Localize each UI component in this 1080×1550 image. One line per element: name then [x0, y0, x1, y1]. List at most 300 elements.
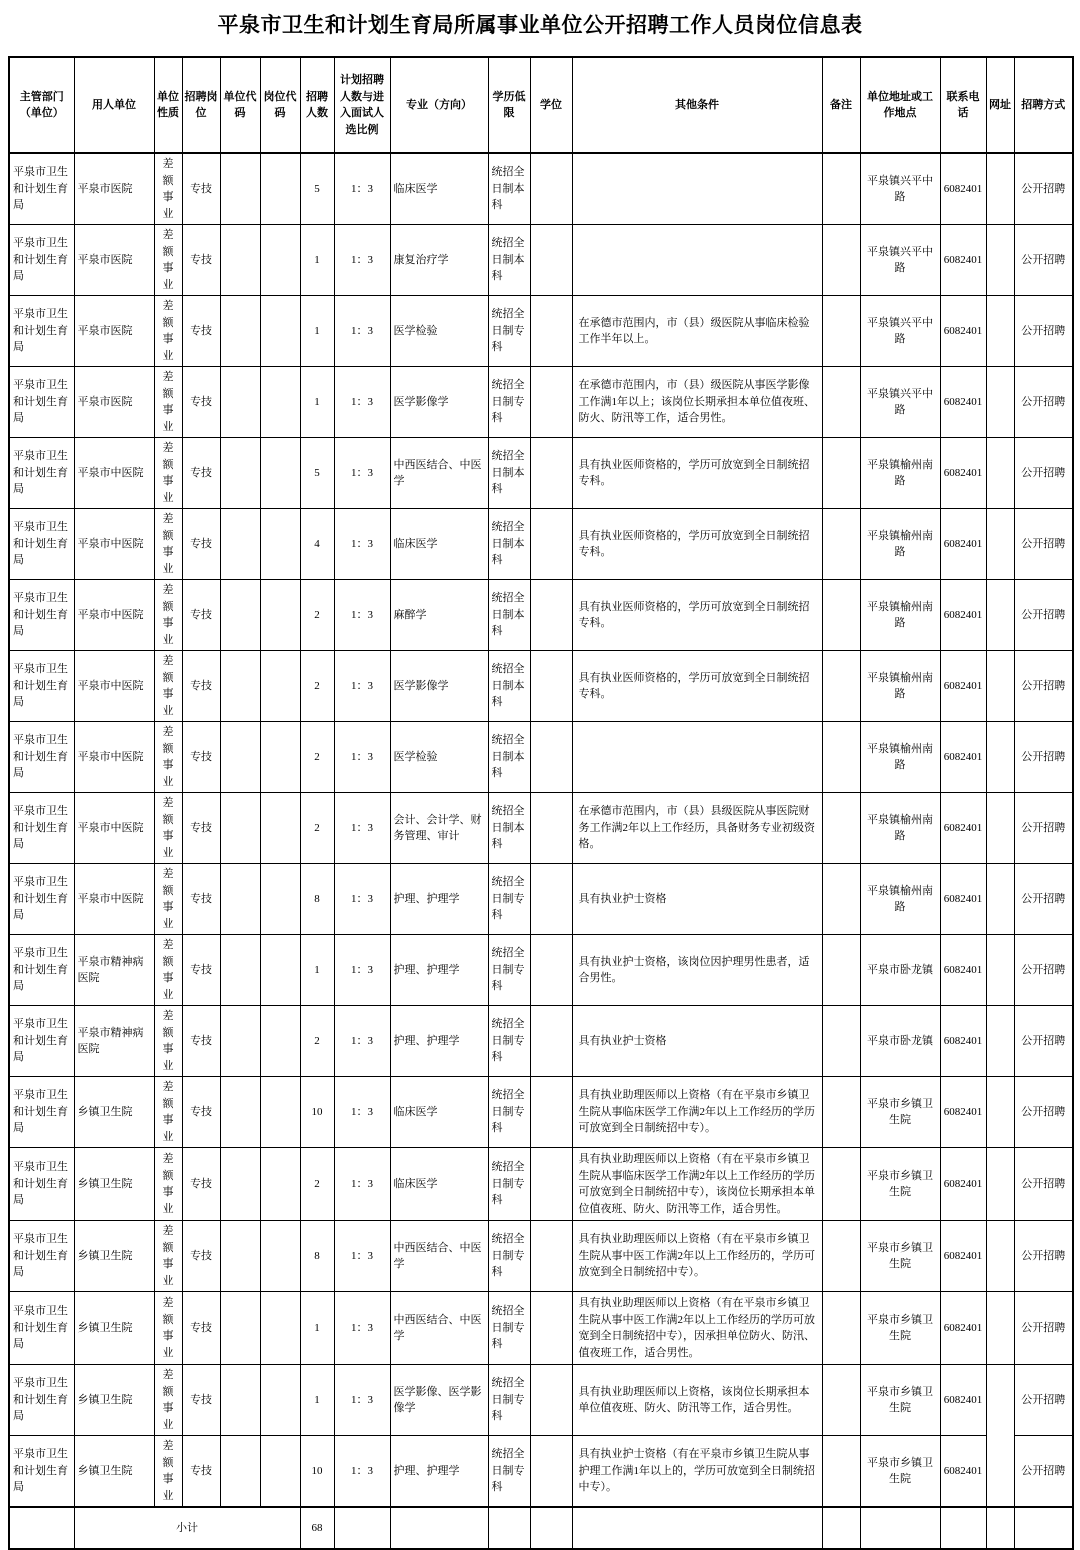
cell-method: 公开招聘: [1014, 1365, 1073, 1436]
cell-count: 1: [300, 225, 334, 296]
cell-dept: 平泉市卫生和计划生育局: [9, 722, 74, 793]
cell-other: 具有执业护士资格: [572, 1006, 822, 1077]
col-header-degree: 学位: [530, 57, 572, 153]
cell-post-type: 专技: [182, 509, 220, 580]
cell-degree: [530, 367, 572, 438]
cell-degree: [530, 225, 572, 296]
page-title: 平泉市卫生和计划生育局所属事业单位公开招聘工作人员岗位信息表: [217, 13, 863, 37]
col-header-remark: 备注: [822, 57, 860, 153]
cell-degree: [530, 296, 572, 367]
cell-count: 1: [300, 935, 334, 1006]
cell-major: 医学影像学: [390, 367, 488, 438]
cell-website: [986, 153, 1014, 225]
cell-other: 具有执业助理医师以上资格（有在平泉市乡镇卫生院从事临床医学工作满2年以上工作经历的学历可放宽到全日制统招中专），该岗位长期承担本单位值夜班、防火、防汛等工作，适合男性。: [572, 1148, 822, 1221]
cell-post-type: 专技: [182, 296, 220, 367]
cell-post-code: [260, 225, 300, 296]
cell-degree: [530, 153, 572, 225]
cell-remark: [822, 793, 860, 864]
cell-post-type: 专技: [182, 1292, 220, 1365]
cell-count: 8: [300, 864, 334, 935]
cell-website: [986, 1507, 1014, 1549]
cell-other: [572, 225, 822, 296]
cell-method: 公开招聘: [1014, 1436, 1073, 1508]
cell-ratio: 1：3: [334, 1221, 390, 1292]
cell-ratio: 1：3: [334, 864, 390, 935]
col-header-count: 招聘人数: [300, 57, 334, 153]
cell-phone: 6082401: [940, 225, 986, 296]
cell-ratio: 1：3: [334, 1077, 390, 1148]
cell-remark: [822, 296, 860, 367]
cell-post-code: [260, 1148, 300, 1221]
cell-remark: [822, 225, 860, 296]
cell-method: 公开招聘: [1014, 367, 1073, 438]
cell-major: 医学影像学: [390, 651, 488, 722]
cell-dept: 平泉市卫生和计划生育局: [9, 1436, 74, 1508]
cell-ratio: 1：3: [334, 1292, 390, 1365]
cell-phone: 6082401: [940, 864, 986, 935]
cell-phone: [940, 1507, 986, 1549]
cell-remark: [822, 1148, 860, 1221]
cell-address: 平泉市卧龙镇: [860, 1006, 940, 1077]
cell-post-code: [260, 1436, 300, 1508]
cell-unit-type: 差额事业: [154, 1292, 182, 1365]
cell-method: 公开招聘: [1014, 1077, 1073, 1148]
cell-remark: [822, 438, 860, 509]
cell-phone: 6082401: [940, 509, 986, 580]
cell-employer: 平泉市精神病医院: [74, 935, 154, 1006]
cell-post-type: 专技: [182, 367, 220, 438]
cell-count: 2: [300, 793, 334, 864]
cell-education: 统招全日制专科: [488, 296, 530, 367]
cell-degree: [530, 1148, 572, 1221]
col-header-employer: 用人单位: [74, 57, 154, 153]
cell-website: [986, 225, 1014, 296]
table-row: [9, 722, 1073, 793]
cell-unit-code: [220, 651, 260, 722]
cell-ratio: 1：3: [334, 225, 390, 296]
cell-employer: 乡镇卫生院: [74, 1148, 154, 1221]
cell-education: 统招全日制专科: [488, 1221, 530, 1292]
cell-dept: 平泉市卫生和计划生育局: [9, 580, 74, 651]
cell-dept: 平泉市卫生和计划生育局: [9, 367, 74, 438]
cell-ratio: 1：3: [334, 438, 390, 509]
cell-unit-type: 差额事业: [154, 651, 182, 722]
cell-remark: [822, 935, 860, 1006]
cell-employer: 乡镇卫生院: [74, 1221, 154, 1292]
cell-unit-code: [220, 1006, 260, 1077]
cell-method: 公开招聘: [1014, 438, 1073, 509]
cell-unit-code: [220, 225, 260, 296]
cell-post-code: [260, 438, 300, 509]
col-header-dept: 主管部门（单位）: [9, 57, 74, 153]
cell-dept: 平泉市卫生和计划生育局: [9, 1006, 74, 1077]
cell-dept: 平泉市卫生和计划生育局: [9, 864, 74, 935]
cell-post-type: 专技: [182, 935, 220, 1006]
cell-dept: 平泉市卫生和计划生育局: [9, 1365, 74, 1436]
cell-count: 2: [300, 1006, 334, 1077]
cell-unit-code: [220, 1292, 260, 1365]
cell-education: 统招全日制专科: [488, 935, 530, 1006]
cell-dept: 平泉市卫生和计划生育局: [9, 1148, 74, 1221]
cell-ratio: 1：3: [334, 1006, 390, 1077]
cell-post-type: 专技: [182, 438, 220, 509]
col-header-unit-code: 单位代码: [220, 57, 260, 153]
cell-other: 具有执业护士资格，该岗位因护理男性患者，适合男性。: [572, 935, 822, 1006]
col-header-unit-type: 单位性质: [154, 57, 182, 153]
cell-ratio: 1：3: [334, 580, 390, 651]
cell-post-code: [260, 296, 300, 367]
cell-major: 中西医结合、中医学: [390, 1221, 488, 1292]
cell-unit-code: [220, 1148, 260, 1221]
table-row: [9, 580, 1073, 651]
cell-post-code: [260, 1006, 300, 1077]
table-row: [9, 935, 1073, 1006]
cell-remark: [822, 1292, 860, 1365]
cell-method: 公开招聘: [1014, 864, 1073, 935]
cell-other: 具有执业助理医师以上资格（有在平泉市乡镇卫生院从事临床医学工作满2年以上工作经历的学历可放宽到全日制统招中专）。: [572, 1077, 822, 1148]
cell-other: [572, 1507, 822, 1549]
cell-count: 4: [300, 509, 334, 580]
cell-degree: [530, 1006, 572, 1077]
cell-post-type: 专技: [182, 153, 220, 225]
cell-employer: 平泉市中医院: [74, 722, 154, 793]
table-row: [9, 1006, 1073, 1077]
cell-post-type: 专技: [182, 793, 220, 864]
cell-degree: [530, 509, 572, 580]
cell-education: 统招全日制本科: [488, 793, 530, 864]
cell-unit-code: [220, 580, 260, 651]
cell-post-code: [260, 864, 300, 935]
cell-employer: 平泉市中医院: [74, 793, 154, 864]
cell-address: 平泉镇榆州南路: [860, 651, 940, 722]
col-header-other: 其他条件: [572, 57, 822, 153]
cell-major: 临床医学: [390, 153, 488, 225]
cell-phone: 6082401: [940, 793, 986, 864]
cell-method: 公开招聘: [1014, 225, 1073, 296]
cell-unit-type: 差额事业: [154, 935, 182, 1006]
cell-remark: [822, 1077, 860, 1148]
cell-method: 公开招聘: [1014, 153, 1073, 225]
cell-post-code: [260, 1365, 300, 1436]
table-row: [9, 651, 1073, 722]
cell-ratio: 1：3: [334, 1436, 390, 1508]
col-header-ratio: 计划招聘人数与进入面试人选比例: [334, 57, 390, 153]
cell-unit-type: 差额事业: [154, 1221, 182, 1292]
cell-degree: [530, 1365, 572, 1436]
cell-post-type: 专技: [182, 651, 220, 722]
cell-dept: 平泉市卫生和计划生育局: [9, 1077, 74, 1148]
table-row: [9, 1292, 1073, 1365]
table-row: [9, 864, 1073, 935]
table-row: [9, 153, 1073, 225]
cell-major: 医学检验: [390, 722, 488, 793]
cell-remark: [822, 1006, 860, 1077]
cell-address: 平泉镇榆州南路: [860, 580, 940, 651]
cell-ratio: 1：3: [334, 1148, 390, 1221]
cell-major: 医学检验: [390, 296, 488, 367]
cell-ratio: 1：3: [334, 1365, 390, 1436]
cell-unit-type: 差额事业: [154, 296, 182, 367]
cell-other: 具有执业护士资格: [572, 864, 822, 935]
cell-unit-type: 差额事业: [154, 153, 182, 225]
cell-method: 公开招聘: [1014, 580, 1073, 651]
cell-dept: 平泉市卫生和计划生育局: [9, 225, 74, 296]
cell-address: 平泉镇榆州南路: [860, 793, 940, 864]
cell-employer: 平泉市中医院: [74, 651, 154, 722]
cell-degree: [530, 1221, 572, 1292]
cell-ratio: 1：3: [334, 935, 390, 1006]
cell-count: 1: [300, 296, 334, 367]
cell-employer: 平泉市中医院: [74, 864, 154, 935]
table-row: [9, 296, 1073, 367]
cell-count: 8: [300, 1221, 334, 1292]
cell-post-type: 专技: [182, 1436, 220, 1508]
cell-website: [986, 1221, 1014, 1292]
cell-method: 公开招聘: [1014, 793, 1073, 864]
cell-employer: 平泉市精神病医院: [74, 1006, 154, 1077]
col-header-major: 专业（方向）: [390, 57, 488, 153]
cell-ratio: 1：3: [334, 793, 390, 864]
cell-unit-type: 差额事业: [154, 225, 182, 296]
cell-post-type: 专技: [182, 1006, 220, 1077]
cell-degree: [530, 1507, 572, 1549]
cell-post-code: [260, 153, 300, 225]
cell-degree: [530, 722, 572, 793]
cell-method: 公开招聘: [1014, 722, 1073, 793]
cell-unit-type: 差额事业: [154, 793, 182, 864]
cell-post-code: [260, 1292, 300, 1365]
cell-other: [572, 722, 822, 793]
cell-unit-type: 差额事业: [154, 1365, 182, 1436]
cell-post-code: [260, 793, 300, 864]
cell-post-type: 专技: [182, 225, 220, 296]
cell-degree: [530, 864, 572, 935]
cell-count: 2: [300, 580, 334, 651]
cell-phone: 6082401: [940, 153, 986, 225]
cell-education: 统招全日制本科: [488, 722, 530, 793]
cell-phone: 6082401: [940, 367, 986, 438]
col-header-phone: 联系电话: [940, 57, 986, 153]
table-row: [9, 225, 1073, 296]
subtotal-total: 68: [300, 1507, 334, 1549]
cell-website: [986, 651, 1014, 722]
table-row: [9, 1077, 1073, 1148]
cell-count: 1: [300, 367, 334, 438]
cell-website: [986, 367, 1014, 438]
cell-education: 统招全日制专科: [488, 1292, 530, 1365]
cell-post-code: [260, 651, 300, 722]
cell-method: 公开招聘: [1014, 651, 1073, 722]
cell-unit-type: 差额事业: [154, 580, 182, 651]
cell-major: 中西医结合、中医学: [390, 438, 488, 509]
cell-education: 统招全日制专科: [488, 1436, 530, 1508]
cell-address: 平泉镇榆州南路: [860, 722, 940, 793]
cell-phone: 6082401: [940, 1006, 986, 1077]
cell-major: 会计、会计学、财务管理、审计: [390, 793, 488, 864]
cell-education: 统招全日制专科: [488, 1148, 530, 1221]
table-row: [9, 367, 1073, 438]
cell-education: 统招全日制专科: [488, 1006, 530, 1077]
cell-degree: [530, 1292, 572, 1365]
table-row: [9, 1148, 1073, 1221]
cell-method: 公开招聘: [1014, 1148, 1073, 1221]
cell-degree: [530, 438, 572, 509]
cell-other: 具有执业护士资格（有在平泉市乡镇卫生院从事护理工作满1年以上的，学历可放宽到全日制统招中专）。: [572, 1436, 822, 1508]
cell-post-code: [260, 935, 300, 1006]
cell-unit-code: [220, 153, 260, 225]
cell-address: 平泉市乡镇卫生院: [860, 1077, 940, 1148]
cell-major: 临床医学: [390, 1148, 488, 1221]
cell-remark: [822, 1365, 860, 1436]
cell-other: 具有执业医师资格的，学历可放宽到全日制统招专科。: [572, 509, 822, 580]
cell-other: 具有执业医师资格的，学历可放宽到全日制统招专科。: [572, 651, 822, 722]
cell-address: 平泉镇兴平中路: [860, 153, 940, 225]
table-row: [9, 1436, 1073, 1508]
table-row: [9, 509, 1073, 580]
cell-unit-type: 差额事业: [154, 1077, 182, 1148]
cell-dept: 平泉市卫生和计划生育局: [9, 1221, 74, 1292]
table-row: [9, 438, 1073, 509]
cell-education: 统招全日制本科: [488, 225, 530, 296]
cell-unit-code: [220, 864, 260, 935]
col-header-address: 单位地址或工作地点: [860, 57, 940, 153]
cell-unit-code: [220, 1365, 260, 1436]
cell-post-type: 专技: [182, 1365, 220, 1436]
cell-method: [1014, 1507, 1073, 1549]
cell-dept: 平泉市卫生和计划生育局: [9, 438, 74, 509]
cell-unit-type: 差额事业: [154, 864, 182, 935]
cell-website: [986, 296, 1014, 367]
cell-employer: 乡镇卫生院: [74, 1077, 154, 1148]
cell-major: 中西医结合、中医学: [390, 1292, 488, 1365]
cell-count: 1: [300, 1365, 334, 1436]
cell-other: 在承德市范围内，市（县）级医院从事临床检验工作半年以上。: [572, 296, 822, 367]
cell-method: 公开招聘: [1014, 1006, 1073, 1077]
header-row: [9, 57, 1073, 153]
cell-employer: 乡镇卫生院: [74, 1292, 154, 1365]
cell-website: [986, 935, 1014, 1006]
cell-degree: [530, 1077, 572, 1148]
cell-dept: 平泉市卫生和计划生育局: [9, 509, 74, 580]
cell-count: 2: [300, 1148, 334, 1221]
cell-post-type: 专技: [182, 864, 220, 935]
cell-remark: [822, 367, 860, 438]
cell-other: 具有执业助理医师以上资格（有在平泉市乡镇卫生院从事中医工作满2年以上工作经历的，学历可放宽到全日制统招中专）。: [572, 1221, 822, 1292]
cell-ratio: 1：3: [334, 153, 390, 225]
cell-address: 平泉镇兴平中路: [860, 367, 940, 438]
cell-major: 护理、护理学: [390, 864, 488, 935]
cell-major: 临床医学: [390, 509, 488, 580]
cell-dept: 平泉市卫生和计划生育局: [9, 1292, 74, 1365]
cell-count: 1: [300, 1292, 334, 1365]
cell-website: [986, 1365, 1014, 1508]
cell-major: 护理、护理学: [390, 935, 488, 1006]
cell-degree: [530, 793, 572, 864]
cell-ratio: 1：3: [334, 722, 390, 793]
cell-address: 平泉市乡镇卫生院: [860, 1436, 940, 1508]
cell-other: 在承德市范围内，市（县）县级医院从事医院财务工作满2年以上工作经历，具备财务专业初级资格。: [572, 793, 822, 864]
cell-address: 平泉市乡镇卫生院: [860, 1365, 940, 1436]
cell-employer: 平泉市中医院: [74, 580, 154, 651]
cell-phone: 6082401: [940, 651, 986, 722]
cell-phone: 6082401: [940, 580, 986, 651]
cell-remark: [822, 509, 860, 580]
cell-address: 平泉市乡镇卫生院: [860, 1292, 940, 1365]
cell-other: 具有执业助理医师以上资格（有在平泉市乡镇卫生院从事中医工作满2年以上工作经历的学历可放宽到全日制统招中专），因承担单位防火、防汛、值夜班工作，适合男性。: [572, 1292, 822, 1365]
cell-post-code: [260, 509, 300, 580]
col-header-website: 网址: [986, 57, 1014, 153]
cell-phone: 6082401: [940, 438, 986, 509]
cell-education: 统招全日制本科: [488, 153, 530, 225]
cell-remark: [822, 580, 860, 651]
cell-employer: 平泉市中医院: [74, 438, 154, 509]
cell-count: 2: [300, 722, 334, 793]
cell-unit-type: 差额事业: [154, 367, 182, 438]
cell-education: 统招全日制本科: [488, 509, 530, 580]
cell-website: [986, 1148, 1014, 1221]
cell-website: [986, 793, 1014, 864]
cell-education: 统招全日制本科: [488, 651, 530, 722]
cell-education: [488, 1507, 530, 1549]
cell-website: [986, 1292, 1014, 1365]
cell-address: 平泉镇兴平中路: [860, 225, 940, 296]
cell-count: 10: [300, 1436, 334, 1508]
cell-major: 临床医学: [390, 1077, 488, 1148]
cell-method: 公开招聘: [1014, 296, 1073, 367]
cell-method: 公开招聘: [1014, 509, 1073, 580]
cell-website: [986, 438, 1014, 509]
table-row: [9, 1365, 1073, 1436]
cell-post-code: [260, 722, 300, 793]
cell-unit-type: 差额事业: [154, 1006, 182, 1077]
cell-count: 2: [300, 651, 334, 722]
subtotal-label: 小计: [74, 1507, 300, 1549]
cell-degree: [530, 651, 572, 722]
cell-other: 具有执业助理医师以上资格，该岗位长期承担本单位值夜班、防火、防汛等工作，适合男性。: [572, 1365, 822, 1436]
cell-other: 具有执业医师资格的，学历可放宽到全日制统招专科。: [572, 438, 822, 509]
cell-website: [986, 509, 1014, 580]
table-row: [9, 793, 1073, 864]
cell-post-code: [260, 580, 300, 651]
col-header-post-code: 岗位代码: [260, 57, 300, 153]
cell-education: 统招全日制本科: [488, 438, 530, 509]
cell-major: 护理、护理学: [390, 1436, 488, 1508]
cell-unit-code: [220, 1436, 260, 1508]
cell-education: 统招全日制专科: [488, 1077, 530, 1148]
cell-post-type: 专技: [182, 1148, 220, 1221]
cell-major: 护理、护理学: [390, 1006, 488, 1077]
cell-unit-code: [220, 1077, 260, 1148]
cell-other: [572, 153, 822, 225]
recruitment-table: [8, 56, 1074, 1550]
cell-post-type: 专技: [182, 1221, 220, 1292]
cell-unit-code: [220, 722, 260, 793]
cell-degree: [530, 1436, 572, 1508]
subtotal-row: [9, 1507, 1073, 1549]
cell-employer: 平泉市医院: [74, 153, 154, 225]
cell-major: [390, 1507, 488, 1549]
cell-unit-type: 差额事业: [154, 1436, 182, 1508]
cell-employer: 乡镇卫生院: [74, 1436, 154, 1508]
cell-degree: [530, 935, 572, 1006]
cell-dept: 平泉市卫生和计划生育局: [9, 793, 74, 864]
cell-unit-code: [220, 1221, 260, 1292]
cell-unit-code: [220, 793, 260, 864]
cell-post-code: [260, 1221, 300, 1292]
cell-post-type: 专技: [182, 722, 220, 793]
cell-remark: [822, 864, 860, 935]
cell-unit-type: 差额事业: [154, 438, 182, 509]
